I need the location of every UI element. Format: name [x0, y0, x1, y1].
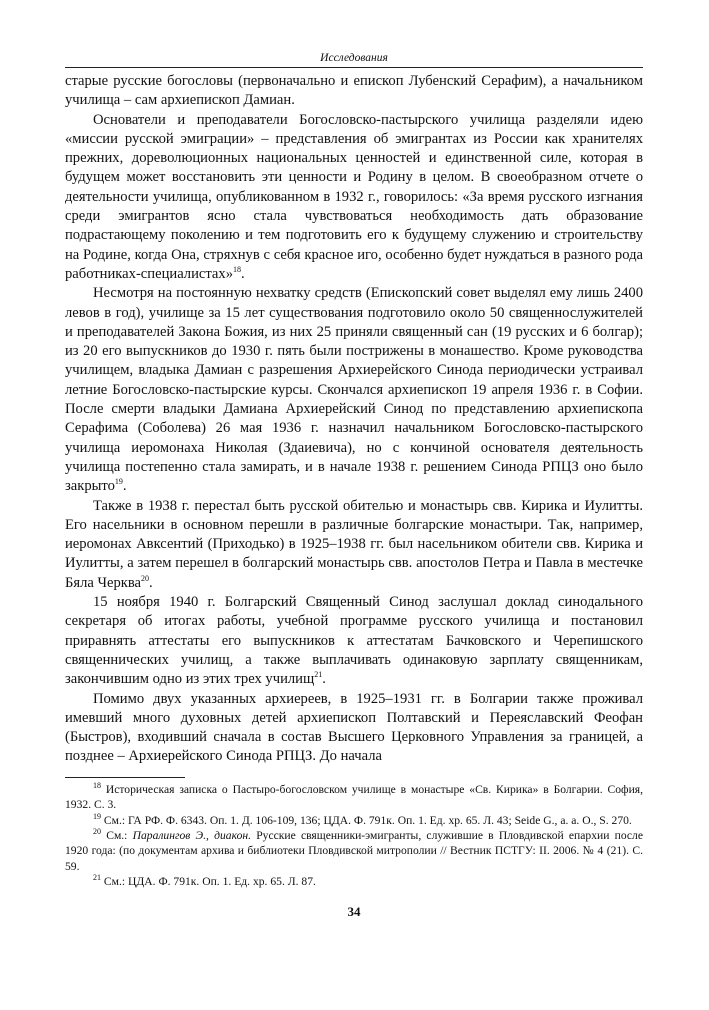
- footnote-author: Паралингов Э., диакон.: [132, 828, 252, 842]
- paragraph: Основатели и преподаватели Богословско-пастырского училища разделяли идею «миссии русской эмиграции» – представления об эмигрантах из России как хранителях прежних, дореволюционных национальных ценностей и единственной силе, которая в будущем может восстановить эти ценности и Родину в целом. В своеобразном отчете о деятельности училища, опубликованном в 1932 г., говорилось: «За время русского изгнания среди эмигрантов ясно стала чувствоваться необходимость дать образование подрастающему поколению и тем подготовить его к будущему служению и строительству на Родине, когда Она, стряхнув с себя красное иго, особенно будет нуждаться в разного рода работниках-специалистах»$^{18}$.: [65, 111, 643, 282]
- footnote: [65, 874, 643, 889]
- page: [65, 52, 643, 920]
- footnote-text: См.: ЦДА. Ф. 791к. Оп. 1. Ед. хр. 65. Л. 87.: [103, 875, 316, 889]
- paragraph-text: 15 ноября 1940 г. Болгарский Священный Синод заслушал доклад синодального секретаря об итогах работы, учебной программе русского училища и постановил приравнять аттестаты его выпускников к аттестатам Бачковского и Черепишского священнических училищ, а также выплачивать одинаковую зарплату священникам, закончившим одно из этих трех училищ: [65, 594, 643, 688]
- footnote-ref[interactable]: 19: [114, 477, 123, 487]
- paragraph: [65, 72, 643, 111]
- paragraph-text: Помимо двух указанных архиереев, в 1925–1931 гг. в Болгарии также проживал имевший много духовных детей архиепископ Полтавский и Переяславский Феофан (Быстров), входивший сначала в состав Высшего Церковного Управления за границей, а позднее – Архиерейского Синода РПЦЗ. До начала: [65, 690, 643, 765]
- footnote-ref[interactable]: 20: [141, 573, 150, 583]
- footnote-text: См.: ГА РФ. Ф. 6343. Оп. 1. Д. 106-109, 136; ЦДА. Ф. 791к. Оп. 1. Ед. хр. 65. Л. 43; Seide G., a. a. O., S. 270.: [103, 813, 632, 827]
- paragraph-text: Несмотря на постоянную нехватку средств (Епископский совет выделял ему лишь 2400 левов в год), училище за 15 лет существования подготовило около 50 священнослужителей и преподавателей Закона Божия, из них 25 приняли священный сан (19 русских и 6 болгар); из 20 его выпускников до 1930 г. пять были пострижены в монашество. Кроме руководства училищем, владыка Дамиан с разрешения Архиерейского Синода периодически устраивал летние Богословско-пастырские курсы. Скончался архиепископ 19 апреля 1936 г. в Софии. После смерти владыки Дамиана Архиерейский Синод по представлению архиепископа Серафима (Соболева) 26 мая 1936 г. назначил начальником Богословско-пастырского училища иеромонаха Николая (Здаиевича), но с кончиной основателя деятельность училища постепенно стала замирать, и в начале 1938 г. решением Синода РПЦЗ оно было закрыто: [65, 285, 643, 495]
- paragraph: Также в 1938 г. перестал быть русской обителью и монастырь свв. Кирика и Иулитты. Его насельники в основном перешли в различные болгарские монастыри. Так, например, иеромонах Авксентий (Приходько) в 1925–1938 гг. был насельником обители свв. Кирика и Иулитты, а затем перешел в болгарский монастырь свв. апостолов Петра и Павла в местечке Бяла Черква$^{20}$.: [65, 497, 643, 591]
- paragraph-text: Также в 1938 г. перестал быть русской обителью и монастырь свв. Кирика и Иулитты. Его насельники в основном перешли в различные болгарские монастыри. Так, например, иеромонах Авксентий (Приходько) в 1925–1938 гг. был насельником обители свв. Кирика и Иулитты, а затем перешел в болгарский монастырь свв. апостолов Петра и Павла в местечке Бяла Черква: [65, 497, 643, 591]
- footnote: [65, 813, 643, 828]
- body-text: [65, 72, 643, 767]
- footnote-divider: [65, 777, 185, 778]
- page-number: 34: [347, 903, 361, 919]
- footnotes: [65, 782, 643, 890]
- footnote-number: 19: [93, 811, 101, 821]
- paragraph-text: старые русские богословы (первоначально и епископ Лубенский Серафим), а начальником училища – сам архиепископ Дамиан.: [65, 73, 643, 109]
- footnote-ref[interactable]: 21: [314, 670, 323, 680]
- footnote: $^{20}$ См.: Паралингов Э., диакон. Русские священники-эмигранты, служившие в Пловдивской епархии после 1920 года: (по документам архива и библиотеки Пловдивской митрополии // Вестник ПСТГУ: II. 2006. № 4 (21). С. 59.: [65, 827, 643, 873]
- footnote: [65, 782, 643, 813]
- paragraph: 15 ноября 1940 г. Болгарский Священный Синод заслушал доклад синодального секретаря об итогах работы, учебной программе русского училища и постановил приравнять аттестаты его выпускников к аттестатам Бачковского и Черепишского священнических училищ, а также выплачивать одинаковую зарплату священникам, закончившим одно из этих трех училищ$^{21}$.: [65, 594, 643, 688]
- paragraph: Несмотря на постоянную нехватку средств (Епископский совет выделял ему лишь 2400 левов в год), училище за 15 лет существования подготовило около 50 священнослужителей и преподавателей Закона Божия, из них 25 приняли священный сан (19 русских и 6 болгар); из 20 его выпускников до 1930 г. пять были пострижены в монашество. Кроме руководства училищем, владыка Дамиан с разрешения Архиерейского Синода периодически устраивал летние Богословско-пастырские курсы. Скончался архиепископ 19 апреля 1936 г. в Софии. После смерти владыки Дамиана Архиерейский Синод по представлению архиепископа Серафима (Соболева) 26 мая 1936 г. назначил начальником Богословско-пастырского училища иеромонаха Николая (Здаиевича), но с кончиной основателя деятельность училища постепенно стала замирать, и в начале 1938 г. решением Синода РПЦЗ оно было закрыто$^{19}$.: [65, 285, 643, 495]
- footnote-number: 20: [93, 827, 101, 837]
- footnote-text: Русские священники-эмигранты, служившие в Пловдивской епархии после 1920 года: (по документам архива и библиотеки Пловдивской митрополии // Вестник ПСТГУ: II. 2006. № 4 (21). С. 59.: [65, 828, 643, 873]
- paragraph: [65, 690, 643, 767]
- running-head: Исследования: [65, 52, 643, 68]
- footnote-text: Историческая записка о Пастыро-богословском училище в монастыре «Св. Кирика» в Болгарии. София, 1932. С. 3.: [65, 782, 644, 812]
- footnote-ref[interactable]: 18: [233, 265, 241, 275]
- footnote-number: 21: [93, 873, 101, 883]
- paragraph-text: Основатели и преподаватели Богословско-пастырского училища разделяли идею «миссии русской эмиграции» – представления об эмигрантах из России как хранителях прежних, дореволюционных национальных ценностей и единственной силе, которая в будущем может восстановить эти ценности и Родину в целом. В своеобразном отчете о деятельности училища, опубликованном в 1932 г., говорилось: «За время русского изгнания среди эмигрантов ясно стала чувствоваться необходимость дать образование подрастающему поколению и тем подготовить его к будущему служению и строительству на Родине, когда Она, стряхнув с себя красное иго, особенно будет нуждаться в разного рода работниках-специалистах»: [65, 111, 643, 282]
- footnote-number: 18: [93, 780, 101, 790]
